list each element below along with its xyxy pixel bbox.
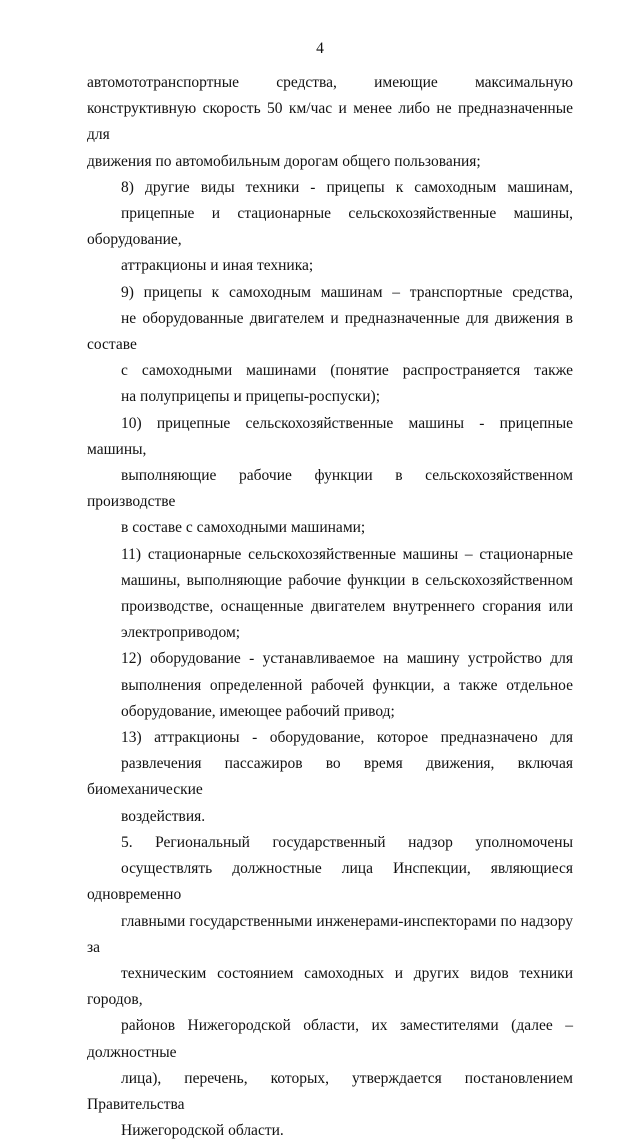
text-line: движения по автомобильным дорогам общего пользования; <box>87 152 481 170</box>
text-line: лица), перечень, которых, утверждается постановлением Правительства <box>87 1069 573 1113</box>
text-line: 13) аттракционы - оборудование, которое предназначено для <box>121 729 573 747</box>
paragraph <box>87 411 573 542</box>
text-line: выполняющие рабочие функции в сельскохозяйственном производстве <box>87 467 573 511</box>
text-line: 9) прицепы к самоходным машинам – транспортные средства, <box>121 283 573 301</box>
paragraph <box>87 280 573 411</box>
text-line: 5. Региональный государственный надзор уполномочены <box>121 833 573 851</box>
paragraph <box>87 175 573 280</box>
paragraph <box>87 542 573 647</box>
text-line: 10) прицепные сельскохозяйственные машины - прицепные машины, <box>87 414 573 458</box>
text-line: с самоходными машинами (понятие распространяется также <box>121 362 573 380</box>
text-line: электроприводом; <box>121 624 241 642</box>
text-line: в составе с самоходными машинами; <box>121 519 366 537</box>
text-line: прицепные и стационарные сельскохозяйственные машины, оборудование, <box>87 205 573 249</box>
text-line: 12) оборудование - устанавливаемое на машину устройство для <box>121 650 573 668</box>
text-line: на полуприцепы и прицепы-роспуски); <box>121 388 381 406</box>
text-line: производстве, оснащенные двигателем внутреннего сгорания или <box>121 598 573 616</box>
paragraph <box>87 725 573 830</box>
text-line: выполнения определенной рабочей функции, а также отдельное <box>121 676 573 694</box>
paragraph <box>87 830 573 1144</box>
text-line: осуществлять должностные лица Инспекции, являющиеся одновременно <box>87 860 573 904</box>
text-line: конструктивную скорость 50 км/час и менее либо не предназначенные для <box>87 100 573 144</box>
text-line: воздействия. <box>121 807 206 825</box>
text-line: развлечения пассажиров во время движения, включая биомеханические <box>87 755 573 799</box>
text-line: машины, выполняющие рабочие функции в сельскохозяйственном <box>121 571 573 589</box>
text-line: автомототранспортные средства, имеющие максимальную <box>87 74 573 91</box>
text-line: Нижегородской области. <box>121 1122 284 1140</box>
text-line: 11) стационарные сельскохозяйственные машины – стационарные <box>121 545 573 563</box>
text-line: районов Нижегородской области, их заместителями (далее – должностные <box>87 1017 573 1061</box>
text-line: оборудование, имеющее рабочий привод; <box>121 702 395 720</box>
text-line: не оборудованные двигателем и предназначенные для движения в составе <box>87 309 573 354</box>
page-number: 4 <box>316 40 324 57</box>
text-line: главными государственными инженерами-инспекторами по надзору за <box>87 912 573 956</box>
paragraph <box>87 70 573 175</box>
text-line: 8) другие виды техники - прицепы к самоходным машинам, <box>121 178 573 196</box>
text-line: аттракционы и иная техника; <box>121 257 314 275</box>
document-body <box>87 70 573 1144</box>
paragraph <box>87 646 573 725</box>
text-line: техническим состоянием самоходных и других видов техники городов, <box>87 964 573 1009</box>
